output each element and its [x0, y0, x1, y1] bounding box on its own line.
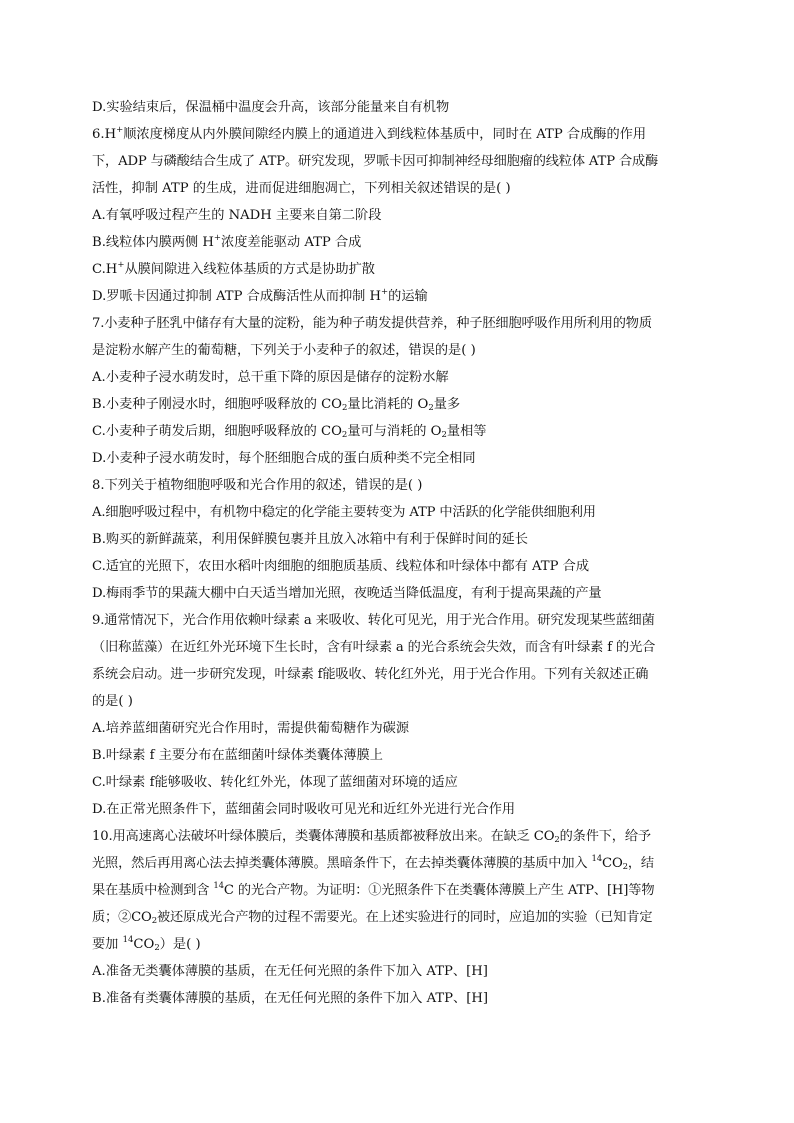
q10-option-a: A.准备无类囊体薄膜的基质，在无任何光照的条件下加入 ATP、[H]: [92, 964, 488, 979]
q10-stem-line-4: 质；$②CO_2$被还原成光合产物的过程不需要光。在上述实验进行的同时，应追加的实验（已知肯定: [92, 910, 653, 926]
q6-option-b: B.线粒体内膜两侧 H+浓度差能驱动 ATP 合成: [92, 233, 362, 250]
q8-option-c: C.适宜的光照下，农田水稻叶肉细胞的细胞质基质、线粒体和叶绿体中都有 ATP 合成: [92, 559, 590, 574]
q9-option-c: C.叶绿素 f能够吸收、转化红外光，体现了蓝细菌对环境的适应: [92, 775, 458, 790]
q8-option-a: A.细胞呼吸过程中，有机物中稳定的化学能主要转变为 ATP 中活跃的化学能供细胞利用: [92, 505, 596, 520]
q6-stem-line-1: 6.H+顺浓度梯度从内外膜间隙经内膜上的通道进入到线粒体基质中，同时在 ATP 合成酶的作用: [92, 125, 647, 142]
q8-option-b: B.购买的新鲜蔬菜，利用保鲜膜包裹并且放入冰箱中有利于保鲜时间的延长: [92, 532, 528, 547]
q10-stem-line-3: 果在基质中检测到含 $^{14}$C 的光合产物。为证明：①光照条件下在类囊体薄膜上产生 ATP、[H]等物: [92, 881, 655, 898]
q6-option-d: D.罗哌卡因通过抑制 ATP 合成酶活性从而抑制 H+的运输: [92, 287, 428, 304]
q7-option-b: B.小麦种子刚浸水时，细胞呼吸释放的 $CO_2$量比消耗的 $O_2$量多: [92, 397, 461, 413]
q10-stem-line-1: 10.用高速离心法破坏叶绿体膜后，类囊体薄膜和基质都被释放出来。在缺乏 $CO_2$的条件下，给予: [92, 829, 651, 845]
q6-option-a: A.有氧呼吸过程产生的 NADH 主要来自第二阶段: [92, 208, 382, 223]
q7-option-a: A.小麦种子浸水萌发时，总干重下降的原因是储存的淀粉水解: [92, 370, 449, 385]
q6-option-c: C.H+从膜间隙进入线粒体基质的方式是协助扩散: [92, 260, 375, 277]
q10-option-b: B.准备有类囊体薄膜的基质，在无任何光照的条件下加入 ATP、[H]: [92, 991, 489, 1006]
q9-option-b: B.叶绿素 f 主要分布在蓝细菌叶绿体类囊体薄膜上: [92, 748, 383, 763]
q9-stem-line-2: （旧称蓝藻）在近红外光环境下生长时，含有叶绿素 a 的光合系统会失效，而含有叶绿素 f 的光合: [92, 640, 656, 655]
q9-option-d: D.在正常光照条件下，蓝细菌会同时吸收可见光和近红外光进行光合作用: [92, 802, 516, 817]
q5-option-d: D.实验结束后，保温桶中温度会升高，该部分能量来自有机物: [92, 100, 450, 115]
q7-option-d: D.小麦种子浸水萌发时，每个胚细胞合成的蛋白质种类不完全相同: [92, 451, 476, 466]
q6-stem-line-2: 下，ADP 与磷酸结合生成了 ATP。研究发现，罗哌卡因可抑制神经母细胞瘤的线粒体 ATP 合成酶: [92, 154, 659, 169]
q7-stem-line-2: 是淀粉水解产生的葡萄糖，下列关于小麦种子的叙述，错误的是( ): [92, 343, 476, 358]
q7-stem-line-1: 7.小麦种子胚乳中储存有大量的淀粉，能为种子萌发提供营养，种子胚细胞呼吸作用所利用的物质: [92, 316, 652, 331]
q9-stem-line-4: 的是( ): [92, 694, 133, 709]
q9-option-a: A.培养蓝细菌研究光合作用时，需提供葡萄糖作为碳源: [92, 721, 410, 736]
q6-stem-line-3: 活性，抑制 ATP 的生成，进而促进细胞凋亡，下列相关叙述错误的是( ): [92, 181, 511, 196]
q7-option-c: C.小麦种子萌发后期，细胞呼吸释放的 $CO_2$量可与消耗的 $O_2$量相等: [92, 424, 487, 440]
q10-stem-line-5: 要加 $^{14}CO_2$）是( ): [92, 935, 201, 953]
q9-stem-line-1: 9.通常情况下，光合作用依赖叶绿素 a 来吸收、转化可见光，用于光合作用。研究发现某些蓝细菌: [92, 613, 655, 628]
q10-stem-line-2: 光照，然后再用离心法去掉类囊体薄膜。黑暗条件下，在去掉类囊体薄膜的基质中加入 $^{14}CO_2$，结: [92, 854, 654, 872]
q8-option-d: D.梅雨季节的果蔬大棚中白天适当增加光照，夜晚适当降低温度，有利于提高果蔬的产量: [92, 586, 602, 601]
q9-stem-line-3: 系统会启动。进一步研究发现，叶绿素 f能吸收、转化红外光，用于光合作用。下列有关叙述正确: [92, 667, 649, 682]
q8-stem: 8.下列关于植物细胞呼吸和光合作用的叙述，错误的是( ): [92, 478, 423, 493]
question-text: [92, 94, 704, 1012]
